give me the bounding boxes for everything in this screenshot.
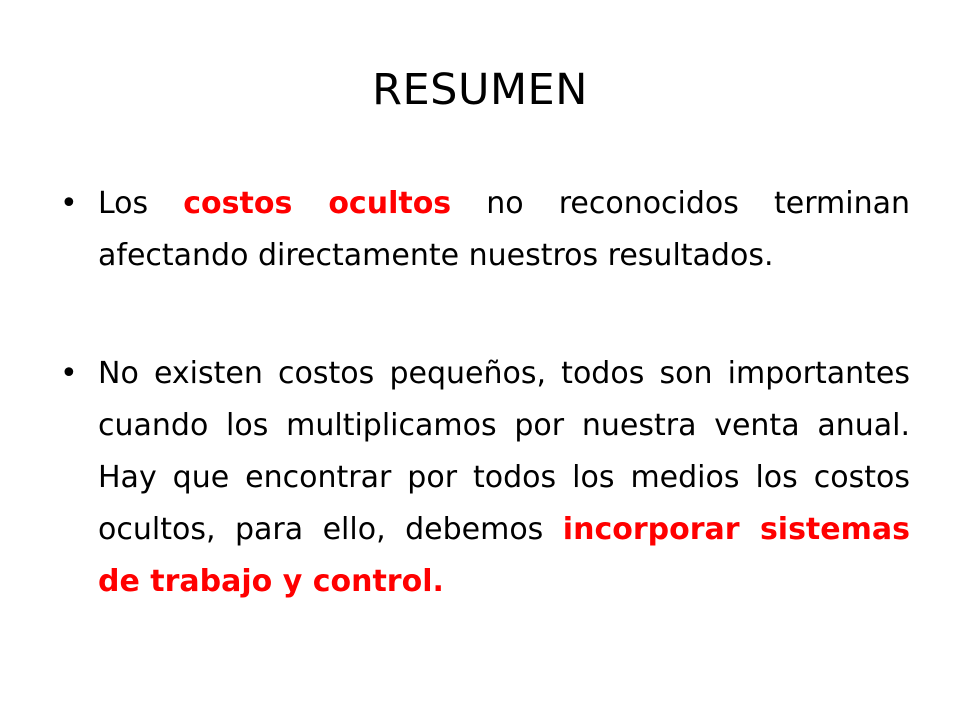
bullet-item-hidden-costs bbox=[60, 178, 910, 282]
bullet-text-part: no reconocidos terminan afectando directamente nuestros resultados. bbox=[98, 186, 910, 273]
bullet-dot-icon: • bbox=[60, 356, 78, 391]
bullet-text bbox=[98, 186, 910, 273]
bullet-item-small-costs bbox=[60, 348, 910, 608]
highlighted-text: incorporar sistemas de trabajo y control. bbox=[98, 512, 910, 599]
bullet-dot-icon: • bbox=[60, 186, 78, 221]
highlighted-text: costos ocultos bbox=[183, 186, 452, 221]
bullet-list bbox=[60, 178, 910, 674]
slide-title: RESUMEN bbox=[372, 65, 588, 115]
bullet-text bbox=[98, 356, 910, 599]
bullet-text-part: Los bbox=[98, 186, 184, 221]
bullet-text-part: No existen costos pequeños, todos son importantes cuando los multiplicamos por nuestra venta anual. Hay que encontrar por todos los medios los costos ocultos, para ello, debemos bbox=[98, 356, 910, 547]
